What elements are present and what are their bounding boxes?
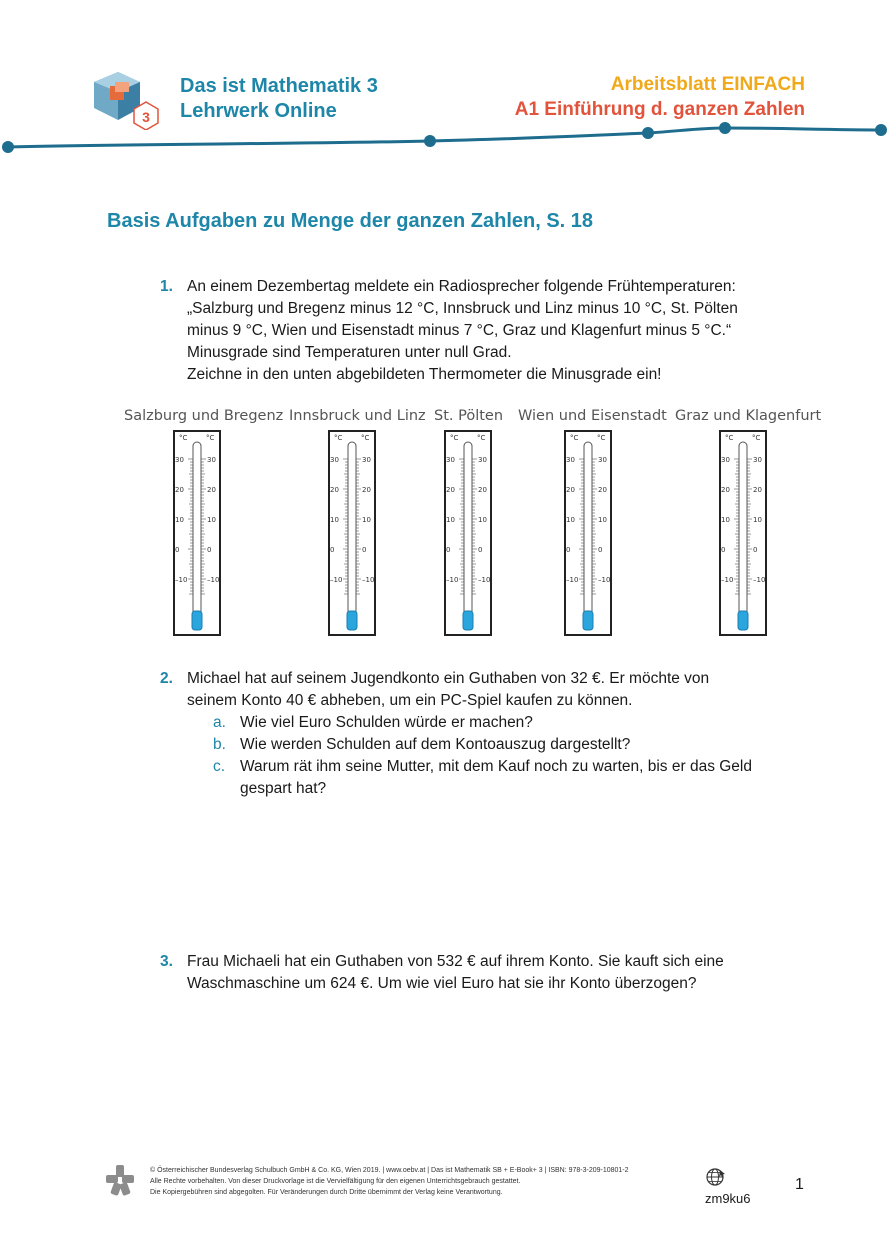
task-number: 1. [160, 278, 173, 295]
footer-text [150, 1165, 690, 1198]
tick-label: 0 [721, 546, 726, 554]
thermometer-label: Wien und Eisenstadt [518, 408, 667, 424]
tick-label: 0 [362, 546, 367, 554]
thermometer-label: St. Pölten [434, 408, 504, 424]
tick-label: 30 [207, 456, 216, 464]
tick-label: –10 [478, 576, 491, 584]
brand-title: Das ist Mathematik 3 [180, 75, 378, 97]
thermometer-tube [348, 442, 356, 620]
task-line: „Salzburg und Bregenz minus 12 °C, Innsbruck und Linz minus 10 °C, St. Pölten [187, 300, 738, 317]
tick-label: 30 [721, 456, 730, 464]
tick-label: –10 [598, 576, 611, 584]
thermometer-bulb [583, 611, 593, 630]
tick-label: 0 [753, 546, 758, 554]
tick-label: 30 [753, 456, 762, 464]
thermometer-tube [193, 442, 201, 620]
task-1 [0, 276, 890, 386]
tick-label: 30 [175, 456, 184, 464]
thermometer-label: Innsbruck und Linz [289, 408, 426, 424]
task-number: 2. [160, 670, 173, 687]
header [0, 0, 890, 165]
tick-label: 10 [721, 516, 730, 524]
tick-label: –10 [207, 576, 220, 584]
sheet-topic: A1 Einführung d. ganzen Zahlen [514, 99, 805, 120]
unit-label: °C [570, 434, 579, 442]
task-line: Minusgrade sind Temperaturen unter null Grad. [187, 344, 512, 361]
tick-label: 30 [446, 456, 455, 464]
sheet-type: Arbeitsblatt EINFACH [610, 74, 805, 95]
unit-label: °C [206, 434, 215, 442]
subtask-letter: a. [213, 714, 226, 731]
tick-label: 10 [598, 516, 607, 524]
task-line: Michael hat auf seinem Jugendkonto ein Guthaben von 32 €. Er möchte von [187, 670, 710, 687]
unit-label: °C [725, 434, 734, 442]
tick-label: 10 [207, 516, 216, 524]
tick-label: 10 [175, 516, 184, 524]
tick-label: –10 [330, 576, 343, 584]
unit-label: °C [334, 434, 343, 442]
tick-label: 20 [753, 486, 762, 494]
task-line: Zeichne in den unten abgebildeten Thermometer die Minusgrade ein! [187, 366, 662, 383]
tick-label: 0 [330, 546, 335, 554]
tick-label: 30 [362, 456, 371, 464]
task-2 [0, 668, 890, 808]
thermometer[interactable] [719, 430, 767, 636]
tick-label: 0 [446, 546, 451, 554]
tick-label: 10 [446, 516, 455, 524]
tick-label: 20 [175, 486, 184, 494]
thermometer-tube [584, 442, 592, 620]
tick-label: 20 [330, 486, 339, 494]
task-text [187, 276, 787, 386]
tick-label: –10 [753, 576, 766, 584]
thermometer-tube [739, 442, 747, 620]
thermometer-bulb [738, 611, 748, 630]
footer-line: Alle Rechte vorbehalten. Von dieser Druckvorlage ist die Vervielfältigung für den eigenen Unterrichtsgebrauch gestattet. [150, 1178, 521, 1185]
subtask-letter: c. [213, 758, 226, 775]
tick-label: –10 [362, 576, 375, 584]
tick-label: 0 [598, 546, 603, 554]
tick-label: 10 [330, 516, 339, 524]
thermometer-bulb [347, 611, 357, 630]
tick-label: –10 [175, 576, 188, 584]
page-number: 1 [795, 1176, 804, 1193]
tick-label: 10 [753, 516, 762, 524]
tick-label: –10 [446, 576, 459, 584]
task-line: minus 9 °C, Wien und Eisenstadt minus 7 °C, Graz und Klagenfurt minus 5 °C.“ [187, 322, 732, 339]
thermometer-label: Graz und Klagenfurt [675, 408, 822, 424]
tick-label: 20 [598, 486, 607, 494]
tick-label: –10 [566, 576, 579, 584]
unit-label: °C [179, 434, 188, 442]
thermometer-bulb [463, 611, 473, 630]
thermometer-bulb [192, 611, 202, 630]
task-3 [0, 951, 890, 1001]
unit-label: °C [361, 434, 370, 442]
tick-label: 20 [721, 486, 730, 494]
tick-label: 10 [566, 516, 575, 524]
thermometer[interactable] [328, 430, 376, 636]
globe-link-icon[interactable] [705, 1166, 727, 1188]
tick-label: 20 [207, 486, 216, 494]
tick-label: 20 [362, 486, 371, 494]
tick-label: 0 [175, 546, 180, 554]
tick-label: 30 [598, 456, 607, 464]
unit-label: °C [477, 434, 486, 442]
task-line: Frau Michaeli hat ein Guthaben von 532 € auf ihrem Konto. Sie kauft sich eine [187, 953, 724, 970]
tick-label: 0 [207, 546, 212, 554]
brand-subtitle: Lehrwerk Online [180, 100, 337, 122]
task-text [187, 951, 787, 995]
subtask-letter: b. [213, 736, 226, 753]
task-line: An einem Dezembertag meldete ein Radiosprecher folgende Frühtemperaturen: [187, 278, 736, 295]
thermometer-tube [464, 442, 472, 620]
unit-label: °C [450, 434, 459, 442]
thermometer[interactable] [564, 430, 612, 636]
publisher-logo-icon [104, 1163, 136, 1197]
header-wave-line [0, 118, 890, 158]
subtask-text: Warum rät ihm seine Mutter, mit dem Kauf noch zu warten, bis er das Geld gespart hat? [240, 758, 752, 797]
thermometer[interactable] [444, 430, 492, 636]
subtask-text: Wie viel Euro Schulden würde er machen? [240, 714, 533, 731]
task-text [187, 668, 787, 712]
tick-label: 10 [478, 516, 487, 524]
tick-label: 30 [478, 456, 487, 464]
thermometer[interactable] [173, 430, 221, 636]
logo-number: 3 [142, 109, 150, 125]
task-number: 3. [160, 953, 173, 970]
task-line: Waschmaschine um 624 €. Um wie viel Euro hat sie ihr Konto überzogen? [187, 975, 697, 992]
page-title: Basis Aufgaben zu Menge der ganzen Zahlen, S. 18 [107, 210, 594, 232]
tick-label: 0 [478, 546, 483, 554]
tick-label: 0 [566, 546, 571, 554]
tick-label: 20 [566, 486, 575, 494]
unit-label: °C [752, 434, 761, 442]
unit-label: °C [597, 434, 606, 442]
online-code[interactable]: zm9ku6 [705, 1191, 751, 1206]
thermometer-label: Salzburg und Bregenz [124, 408, 284, 424]
subtask-text: Wie werden Schulden auf dem Kontoauszug dargestellt? [240, 736, 631, 753]
tick-label: 30 [330, 456, 339, 464]
footer-line: © Österreichischer Bundesverlag Schulbuch GmbH & Co. KG, Wien 2019. | www.oebv.at | Das ist Mathematik SB + E-Book+ 3 | ISBN: 978-3-209-10801-2 [150, 1167, 629, 1174]
footer-line: Die Kopiergebühren sind abgegolten. Für Veränderungen durch Dritte übernimmt der Verlag keine Verantwortung. [150, 1189, 503, 1196]
tick-label: 30 [566, 456, 575, 464]
tick-label: 20 [446, 486, 455, 494]
tick-label: 10 [362, 516, 371, 524]
tick-label: –10 [721, 576, 734, 584]
task-line: seinem Konto 40 € abheben, um ein PC-Spiel kaufen zu können. [187, 692, 633, 709]
tick-label: 20 [478, 486, 487, 494]
